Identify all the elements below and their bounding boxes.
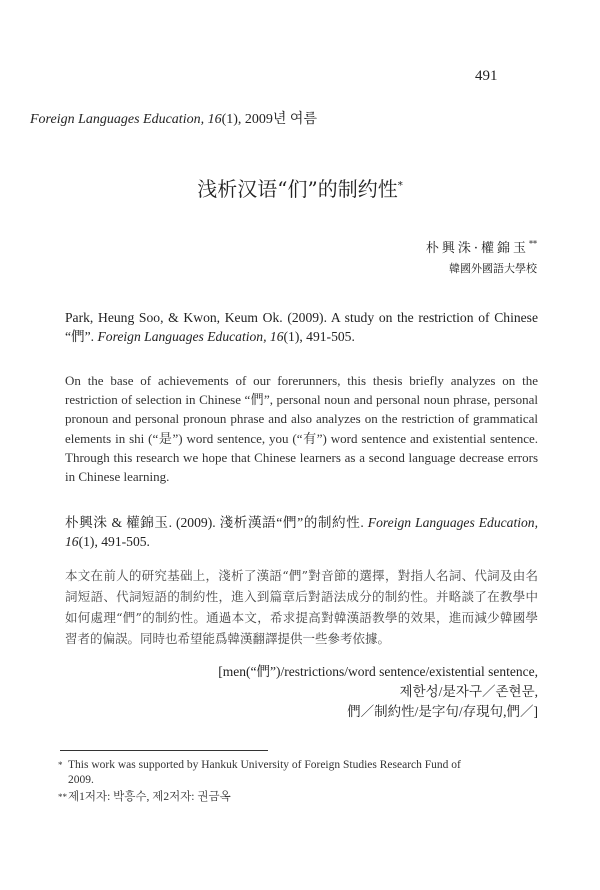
journal-volume: 16 [207, 112, 222, 127]
affiliation: 韓國外國語大學校 [449, 262, 537, 275]
journal-issue: (1), 2009년 여름 [221, 112, 317, 127]
citation-pages: (1), 491-505. [283, 329, 355, 344]
citation-pages: (1), 491-505. [78, 534, 150, 549]
keywords-line: 제한성/是자구／존현문, [399, 684, 538, 699]
citation-text: Park, Heung Soo, & Kwon, Keum Ok. (2009). A study on the restriction of Chinese “們”. [65, 310, 538, 344]
authors [426, 237, 537, 256]
page-number: 491 [475, 68, 498, 84]
footnote-divider [60, 750, 268, 751]
footnote-mark: * [58, 760, 63, 770]
footnote [58, 790, 540, 805]
abstract-english: On the base of achievements of our forerunners, this thesis briefly analyzes on the restriction of selection in Chinese “們”, personal noun and personal noun phrase, personal pronoun and personal pronoun phrase and also analyzes on the restriction of grammatical elements in shi (“是”) word sentence, you (“有”) word sentence and existential sentence. Through this research we hope that Chinese learners as a second language decrease errors in Chinese learning. [65, 373, 538, 485]
journal-header [30, 108, 317, 128]
citation-journal: Foreign Languages Education, [97, 329, 267, 344]
citation-volume: 16 [269, 329, 284, 344]
citation-text: 朴興洙 & 權錦玉. (2009). 淺析漢語“們”的制約性. [65, 515, 364, 530]
authors-footnote-mark: ** [529, 239, 537, 249]
authors-text: 朴興洙·權錦玉 [425, 241, 529, 256]
title-text: 浅析汉语“们”的制约性 [197, 177, 398, 201]
footnote-text: 제1저자: 박흥수, 제2저자: 권금옥 [68, 791, 231, 803]
citation-english [65, 308, 538, 346]
footnote-text-cont: 2009. [68, 774, 94, 786]
title-footnote-mark: * [397, 180, 403, 192]
citation-volume: 16 [65, 534, 79, 549]
footnote [58, 758, 540, 788]
keywords [218, 662, 538, 722]
citation-chinese [65, 513, 538, 551]
footnote-text: This work was supported by Hankuk University of Foreign Studies Research Fund of [68, 759, 461, 771]
journal-name: Foreign Languages Education, [30, 112, 205, 127]
footnote-mark: ** [58, 792, 67, 802]
abstract-chinese: 本文在前人的研究基础上，淺析了漢語“們”對音節的選擇，對指人名詞、代詞及由名詞短語、代詞短語的制約性，進入到篇章后對語法成分的制約性。并略談了在教學中如何處理“們”的制約性。通過本文，希求提高對韓漢語教學的效果，進而減少韓國學習者的偏誤。同時也希望能爲韓漢翻譯提供一些參考依據。 [65, 568, 538, 646]
keywords-line: 們／制約性/是字句/存現句,們／] [347, 704, 538, 719]
paper-title [0, 173, 600, 202]
citation-journal: Foreign Languages Education, [367, 515, 538, 530]
keywords-line: [men(“們”)/restrictions/word sentence/existential sentence, [218, 664, 538, 679]
